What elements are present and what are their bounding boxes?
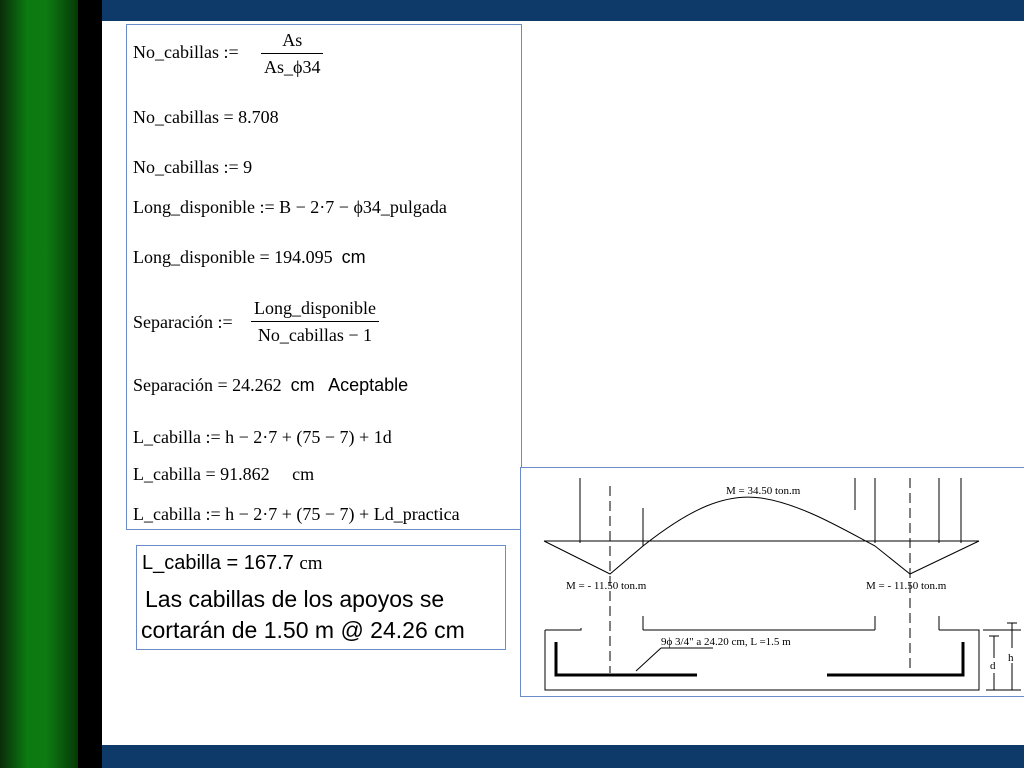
dim-d-label: d [990, 660, 996, 672]
separacion-value: Separación = 24.262 [133, 375, 282, 395]
no-cabillas-fraction [261, 30, 323, 77]
l-cabilla-unit: cm [292, 464, 315, 484]
summary-text-line-2: cortarán de 1.50 m @ 24.26 cm [141, 617, 465, 643]
long-disponible-unit: cm [341, 247, 366, 267]
moment-curve [544, 497, 979, 574]
l-cabilla-value: L_cabilla = 91.862 [133, 464, 270, 484]
fraction-denominator: No_cabillas − 1 [257, 325, 373, 345]
calculation-panel [126, 24, 522, 530]
separacion-result [133, 375, 408, 395]
long-disponible-value: Long_disponible = 194.095 [133, 247, 333, 267]
separacion-unit: cm [290, 375, 315, 395]
no-cabillas-result: No_cabillas = 8.708 [133, 107, 279, 127]
left-black-bar [78, 0, 102, 768]
fraction-numerator: Long_disponible [254, 298, 376, 318]
summary-text-line-1: Las cabillas de los apoyos se [145, 586, 445, 612]
long-disponible-result [133, 247, 366, 267]
long-disponible-def: Long_disponible := B − 2·7 − ϕ34_pulgada [133, 197, 447, 217]
l-cabilla-def-1: L_cabilla := h − 2·7 + (75 − 7) + 1d [133, 427, 392, 447]
fraction-bar [251, 321, 379, 322]
l-cabilla-result [133, 464, 314, 484]
moment-diagram-panel [520, 467, 1024, 697]
l-cabilla-def-2: L_cabilla := h − 2·7 + (75 − 7) + Ld_practica [133, 504, 460, 524]
right-rebar [827, 642, 963, 675]
dim-h-label: h [1008, 652, 1014, 664]
fraction-bar [261, 53, 323, 54]
moment-diagram [521, 468, 1024, 696]
negative-moment-right-label: M = - 11.50 ton.m [866, 580, 947, 592]
summary-panel [136, 545, 506, 650]
l-cabilla-final-value: L_cabilla = 167.7 [142, 552, 294, 574]
left-green-bar [0, 0, 78, 768]
separacion-def-label: Separación := [133, 312, 233, 332]
no-cabillas-def-label: No_cabillas := [133, 42, 239, 62]
negative-moment-left-label: M = - 11.50 ton.m [566, 580, 647, 592]
dimension-lines [983, 623, 1021, 690]
bar-label-leader [636, 648, 661, 671]
l-cabilla-final-unit: cm [299, 553, 323, 574]
l-cabilla-final [142, 552, 323, 575]
positive-moment-label: M = 34.50 ton.m [726, 485, 801, 497]
fraction-denominator: As_ϕ34 [264, 57, 321, 77]
separacion-fraction [251, 298, 379, 345]
bar-label: 9ϕ 3/4" a 24.20 cm, L =1.5 m [661, 636, 791, 648]
fraction-numerator: As [282, 30, 303, 50]
separacion-note: Aceptable [328, 375, 409, 395]
bottom-band [102, 745, 1024, 768]
no-cabillas-assign: No_cabillas := 9 [133, 157, 253, 177]
top-band [102, 0, 1024, 21]
